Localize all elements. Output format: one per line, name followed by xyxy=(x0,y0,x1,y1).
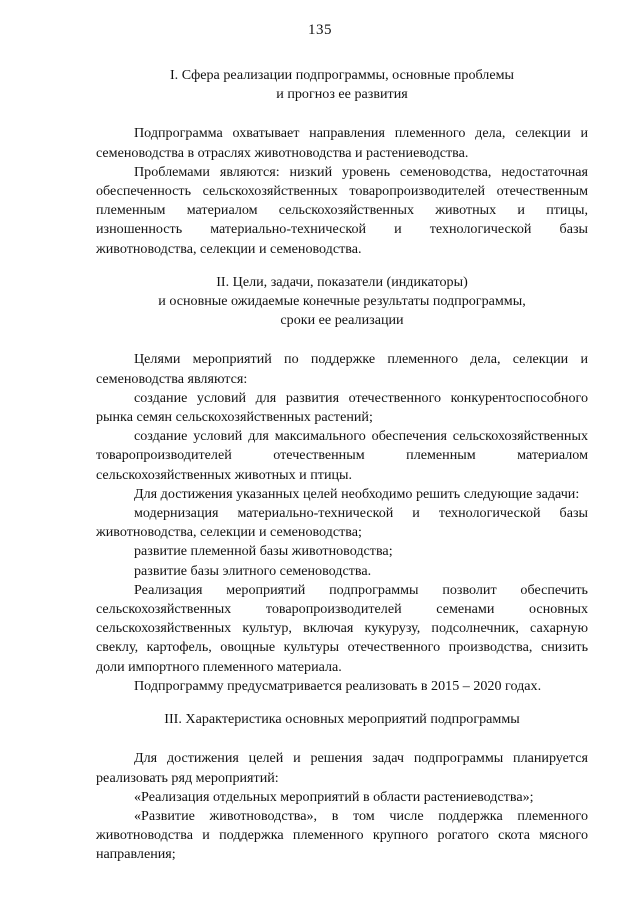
paragraph: Подпрограмму предусматривается реализовать в 2015 – 2020 годах. xyxy=(134,677,542,694)
paragraph: развитие базы элитного семеноводства. xyxy=(134,562,372,579)
page-number: 135 xyxy=(308,22,332,38)
document-body xyxy=(96,66,588,865)
section-1-heading xyxy=(96,66,588,104)
heading-line: и прогноз ее развития xyxy=(276,86,408,103)
section-3-heading xyxy=(96,710,588,729)
heading-line: III. Характеристика основных мероприятий подпрограммы xyxy=(164,711,520,728)
paragraph: «Развитие животноводства», в том числе поддержка племенного животноводства и поддержка племенного крупного рогатого скота мясного направления; xyxy=(96,807,588,863)
paragraph: Для достижения целей и решения задач подпрограммы планируется реализовать ряд мероприятий: xyxy=(96,750,588,786)
heading-line: сроки ее реализации xyxy=(280,312,404,329)
paragraph: модернизация материально-технической и технологической базы животноводства, селекции и семеноводства; xyxy=(96,505,588,541)
section-2-heading xyxy=(96,273,588,331)
paragraph: создание условий для максимального обеспечения сельскохозяйственных товаропроизводителей отечественным племенным материалом сельскохозяйственных животных и птицы. xyxy=(96,428,588,483)
paragraph: Подпрограмма охватывает направления племенного дела, селекции и семеноводства в отраслях животноводства и растениеводства. xyxy=(96,125,588,161)
paragraph: развитие племенной базы животноводства; xyxy=(134,543,393,560)
paragraph: Проблемами являются: низкий уровень семеноводства, недостаточная обеспеченность сельскохозяйственных товаропроизводителей отечественным племенным материалом сельскохозяйственных животных и птицы, изношенность материально-технической и технологической базы животноводства, селекции и семеноводства. xyxy=(96,163,588,257)
heading-line: и основные ожидаемые конечные результаты подпрограммы, xyxy=(158,293,526,310)
heading-line: II. Цели, задачи, показатели (индикаторы) xyxy=(216,273,468,290)
paragraph: Целями мероприятий по поддержке племенного дела, селекции и семеноводства являются: xyxy=(96,351,588,387)
paragraph: Реализация мероприятий подпрограммы позволит обеспечить сельскохозяйственных товаропроизводителей семенами основных сельскохозяйственных культур, включая кукурузу, подсолнечник, сахарную свеклу, картофель, овощные культуры отечественного производства, снизить доли импортного племенного материала. xyxy=(96,581,588,675)
paragraph: «Реализация отдельных мероприятий в области растениеводства»; xyxy=(134,788,534,805)
paragraph: создание условий для развития отечественного конкурентоспособного рынка семян сельскохозяйственных растений; xyxy=(96,389,588,426)
paragraph: Для достижения указанных целей необходимо решить следующие задачи: xyxy=(134,485,580,502)
heading-line: I. Сфера реализации подпрограммы, основные проблемы xyxy=(169,67,514,83)
